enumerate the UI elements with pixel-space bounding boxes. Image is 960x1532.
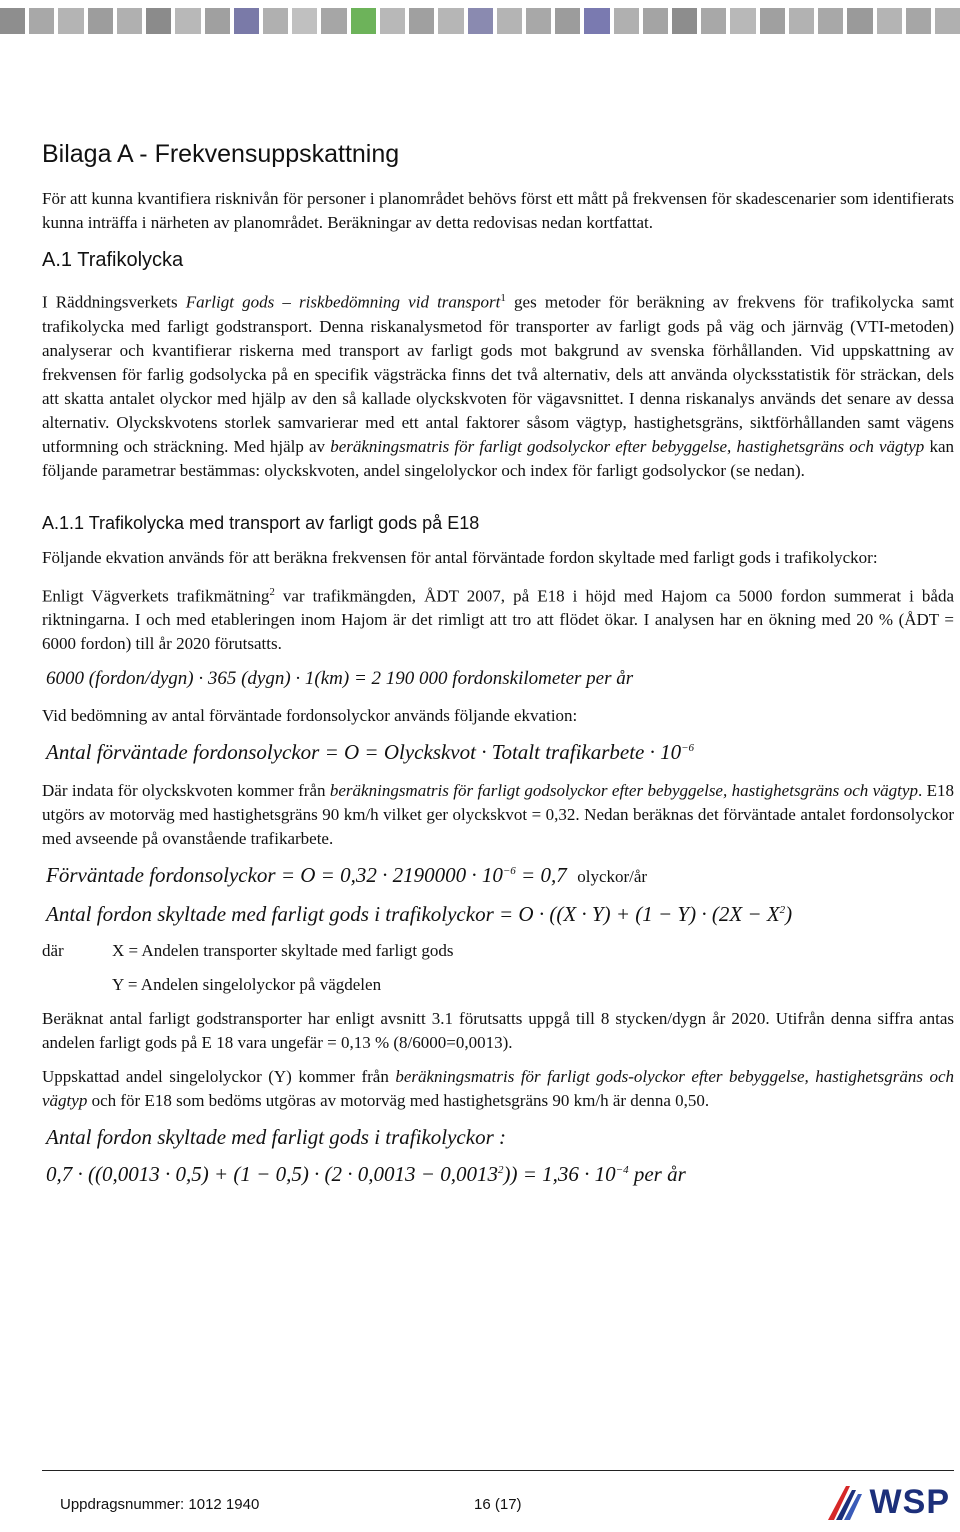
header-color-square (730, 8, 755, 34)
header-color-square (0, 8, 25, 34)
section-heading-a1: A.1 Trafikolycka (42, 249, 184, 271)
header-color-square (146, 8, 171, 34)
header-color-square (935, 8, 960, 34)
page-number: 16 (17) (474, 1496, 522, 1513)
header-color-square (88, 8, 113, 34)
header-color-square (760, 8, 785, 34)
accident-ratio-paragraph: Där indata för olyckskvoten kommer från beräkningsmatris för farligt godsolyckor efter bebyggelse, hastighetsgräns och vägtyp. E18 utgörs av motorväg med hastighetsgräns 90 km/h vilket ger olyckskvot = 0,32. Nedan beräknas det förväntade antalet fordonsolyckor med avseende på ovanstående trafikarbete. (42, 781, 954, 849)
formula-expected-accidents: Antal förväntade fordonsolyckor = O = Olyckskvot · Totalt trafikarbete · $10^{-6}$ (46, 740, 695, 765)
document-body (42, 140, 954, 1201)
header-color-square (263, 8, 288, 34)
definition-label: där (42, 941, 64, 961)
formula-vehicle-km: 6000 (fordon/dygn) · 365 (dygn) · 1(km) = 2 190 000 fordonskilometer per år (46, 668, 634, 690)
header-color-square (117, 8, 142, 34)
header-color-square (205, 8, 230, 34)
formula-result-calculation: $0,7 \cdot ((0,0013 \cdot 0,5) + (1 - 0,5) \cdot (2 \cdot 0,0013 - 0,0013^2)) = 1,36 \cdot 10^{-4}$ per år (46, 1162, 686, 1187)
header-color-square (351, 8, 376, 34)
header-color-bar (0, 0, 960, 36)
header-color-square (789, 8, 814, 34)
intro-paragraph: För att kunna kvantifiera risknivån för personer i planområdet behövs först ett mått på frekvensen för skadescenarier som identifierats kunna inträffa i närheten av planområdet. Beräkningar av detta redovisas nedan kortfattat. (42, 189, 954, 232)
wsp-logo-icon (826, 1482, 866, 1522)
order-number: Uppdragsnummer: 1012 1940 (60, 1496, 260, 1513)
header-color-square (701, 8, 726, 34)
header-color-square (292, 8, 317, 34)
header-color-square (175, 8, 200, 34)
wsp-logo-text: WSP (869, 1482, 950, 1521)
header-color-square (438, 8, 463, 34)
equation-intro-paragraph: Följande ekvation används för att beräkna frekvensen för antal förväntade fordon skyltade med farligt gods i trafikolyckor: (42, 547, 878, 567)
header-color-square (321, 8, 346, 34)
single-accident-paragraph: Uppskattad andel singelolyckor (Y) kommer från beräkningsmatris för farligt gods-olyckor efter bebyggelse, hastighetsgräns och vägtyp och för E18 som bedöms utgöras av motorväg med hastighetsgräns 90 km/h är denna 0,50. (42, 1067, 955, 1111)
footer-rule (42, 1470, 954, 1471)
header-color-square (29, 8, 54, 34)
header-color-square (468, 8, 493, 34)
accident-equation-intro: Vid bedömning av antal förväntade fordonsolyckor används följande ekvation: (42, 706, 578, 726)
definition-y: Y = Andelen singelolyckor på vägdelen (112, 975, 382, 995)
header-color-square (409, 8, 434, 34)
formula-hazardous-vehicles: Antal fordon skyltade med farligt gods i trafikolyckor = $O \cdot ((X \cdot Y) + (1 - Y) \cdot (2X - X^2)$ (46, 902, 793, 927)
page-title: Bilaga A - Frekvensuppskattning (42, 140, 400, 168)
hazardous-share-paragraph: Beräknat antal farligt godstransporter har enligt avsnitt 3.1 förutsatts uppgå till 8 stycken/dygn år 2020. Utifrån denna siffra antas andelen farligt gods på E 18 vara ungefär = 0,13 % (8/6000=0,0013). (42, 1009, 954, 1053)
header-color-square (234, 8, 259, 34)
header-color-square (672, 8, 697, 34)
wsp-logo (826, 1482, 950, 1522)
definition-x: X = Andelen transporter skyltade med farligt gods (112, 941, 454, 961)
header-color-square (380, 8, 405, 34)
header-color-square (877, 8, 902, 34)
header-color-square (526, 8, 551, 34)
section-a1-paragraph: I Räddningsverkets Farligt gods – riskbedömning vid transport$^1$ ges metoder för beräkning av frekvens för trafikolycka samt trafikolycka med farligt godstransport. Denna riskanalysmetod för transporter av farligt gods på väg och järnväg (VTI-metoden) analyserar och kvantifierar riskerna med transport av farligt gods mot bakgrund av svenska förhållanden. Vid uppskattning av frekvensen för farlig godsolycka på en specifik vägsträcka finns det två alternativ, dels att använda olycksstatistik för sträckan, dels att skatta antalet olyckor med hjälp av den så kallade olyckskvoten för vägavsnittet. I denna riskanalys används det senare av dessa alternativ. Olyckskvotens storlek samvarierar med ett antal faktorer såsom vägtyp, hastighetsgräns, siktförhållanden samt vägens utformning och sträckning. Med hjälp av beräkningsmatris för farligt godsolyckor efter bebyggelse, hastighetsgräns och vägtyp kan följande parametrar bestämmas: olyckskvoten, andel singelolyckor och index för farligt godsolyckor (se nedan). (42, 292, 954, 480)
header-color-square (58, 8, 83, 34)
header-color-square (818, 8, 843, 34)
header-color-square (614, 8, 639, 34)
section-heading-a11: A.1.1 Trafikolycka med transport av farligt gods på E18 (42, 512, 480, 533)
traffic-measurement-paragraph: Enligt Vägverkets trafikmätning$^2$ var trafikmängden, ÅDT 2007, på E18 i höjd med Hajom ca 5000 fordon summerat i båda riktningarna. I och med etableringen inom Hajom är det rimligt att tro att flödet ökar. I analysen har en ökning med 20 % (ÅDT = 6000 fordon) till år 2020 förutsatts. (42, 585, 954, 654)
header-color-square (906, 8, 931, 34)
formula-expected-result: Förväntade fordonsolyckor = $O = 0,32 \cdot 2190000 \cdot 10^{-6} = 0,7$ olyckor/år (46, 863, 648, 888)
header-color-square (584, 8, 609, 34)
header-color-square (555, 8, 580, 34)
header-color-square (497, 8, 522, 34)
header-color-square (847, 8, 872, 34)
variable-definitions (42, 941, 954, 995)
header-color-square (643, 8, 668, 34)
formula-result-label: Antal fordon skyltade med farligt gods i trafikolyckor : (46, 1125, 506, 1150)
footer (60, 1482, 950, 1524)
